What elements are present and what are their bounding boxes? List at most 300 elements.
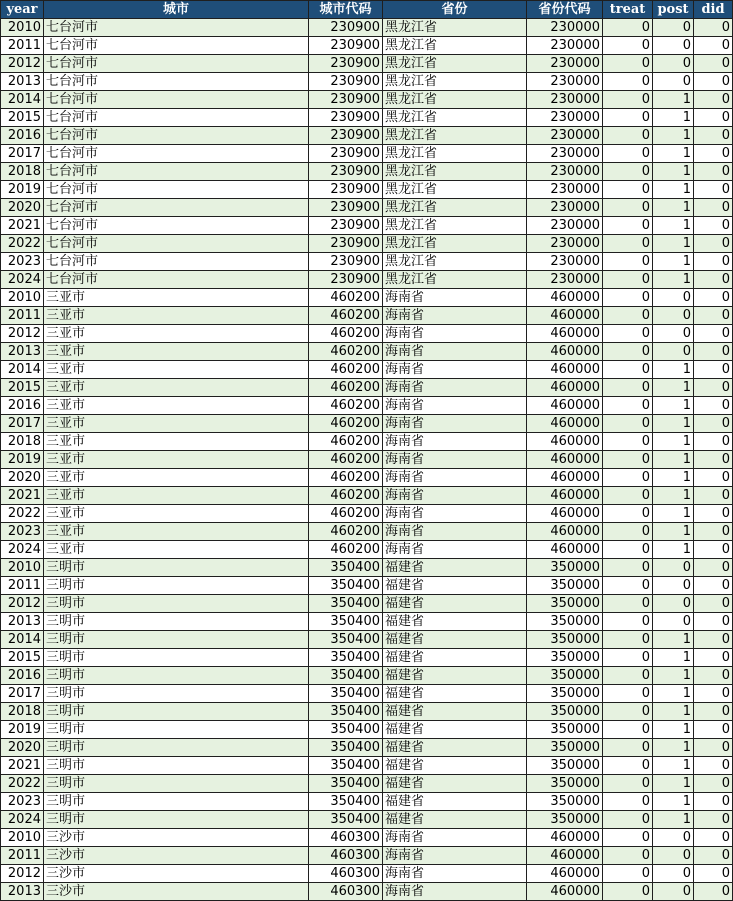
cell-city-code[interactable]: 460200 [309, 523, 383, 541]
cell-province[interactable]: 海南省 [383, 523, 527, 541]
cell-province[interactable]: 黑龙江省 [383, 55, 527, 73]
cell-treat[interactable]: 0 [603, 325, 653, 343]
cell-province[interactable]: 黑龙江省 [383, 37, 527, 55]
cell-year[interactable]: 2024 [1, 541, 44, 559]
cell-province-code[interactable]: 230000 [527, 127, 603, 145]
cell-year[interactable]: 2010 [1, 19, 44, 37]
cell-city-code[interactable]: 230900 [309, 253, 383, 271]
cell-city-code[interactable]: 230900 [309, 181, 383, 199]
cell-year[interactable]: 2016 [1, 127, 44, 145]
cell-province[interactable]: 海南省 [383, 343, 527, 361]
cell-province[interactable]: 海南省 [383, 307, 527, 325]
cell-treat[interactable]: 0 [603, 703, 653, 721]
cell-did[interactable]: 0 [694, 595, 733, 613]
cell-year[interactable]: 2010 [1, 829, 44, 847]
cell-year[interactable]: 2011 [1, 847, 44, 865]
cell-province[interactable]: 黑龙江省 [383, 91, 527, 109]
cell-city[interactable]: 七台河市 [44, 181, 309, 199]
cell-did[interactable]: 0 [694, 451, 733, 469]
cell-province-code[interactable]: 460000 [527, 397, 603, 415]
cell-city[interactable]: 三明市 [44, 703, 309, 721]
cell-post[interactable]: 0 [653, 289, 694, 307]
cell-did[interactable]: 0 [694, 793, 733, 811]
cell-did[interactable]: 0 [694, 73, 733, 91]
cell-city[interactable]: 七台河市 [44, 127, 309, 145]
cell-city[interactable]: 三沙市 [44, 829, 309, 847]
cell-did[interactable]: 0 [694, 379, 733, 397]
column-header-treat[interactable]: treat [603, 1, 653, 19]
cell-city[interactable]: 三沙市 [44, 883, 309, 901]
cell-did[interactable]: 0 [694, 325, 733, 343]
cell-province[interactable]: 黑龙江省 [383, 145, 527, 163]
cell-year[interactable]: 2012 [1, 55, 44, 73]
cell-city[interactable]: 三亚市 [44, 415, 309, 433]
cell-post[interactable]: 1 [653, 469, 694, 487]
cell-post[interactable]: 0 [653, 883, 694, 901]
cell-city-code[interactable]: 350400 [309, 559, 383, 577]
cell-did[interactable]: 0 [694, 55, 733, 73]
cell-treat[interactable]: 0 [603, 505, 653, 523]
cell-treat[interactable]: 0 [603, 793, 653, 811]
cell-city[interactable]: 三亚市 [44, 487, 309, 505]
cell-city[interactable]: 七台河市 [44, 145, 309, 163]
cell-post[interactable]: 1 [653, 631, 694, 649]
cell-city[interactable]: 三亚市 [44, 469, 309, 487]
cell-province[interactable]: 福建省 [383, 775, 527, 793]
cell-treat[interactable]: 0 [603, 667, 653, 685]
cell-post[interactable]: 1 [653, 739, 694, 757]
cell-post[interactable]: 1 [653, 199, 694, 217]
cell-post[interactable]: 0 [653, 595, 694, 613]
cell-city-code[interactable]: 460300 [309, 865, 383, 883]
cell-city[interactable]: 三明市 [44, 793, 309, 811]
cell-year[interactable]: 2019 [1, 721, 44, 739]
cell-city-code[interactable]: 350400 [309, 631, 383, 649]
cell-post[interactable]: 1 [653, 703, 694, 721]
cell-province-code[interactable]: 230000 [527, 271, 603, 289]
cell-did[interactable]: 0 [694, 37, 733, 55]
cell-did[interactable]: 0 [694, 703, 733, 721]
cell-did[interactable]: 0 [694, 181, 733, 199]
cell-city[interactable]: 三亚市 [44, 379, 309, 397]
cell-did[interactable]: 0 [694, 289, 733, 307]
cell-city-code[interactable]: 230900 [309, 19, 383, 37]
cell-province[interactable]: 黑龙江省 [383, 109, 527, 127]
cell-post[interactable]: 0 [653, 325, 694, 343]
cell-city-code[interactable]: 460200 [309, 415, 383, 433]
cell-province-code[interactable]: 460000 [527, 325, 603, 343]
cell-city-code[interactable]: 460200 [309, 505, 383, 523]
cell-province-code[interactable]: 230000 [527, 163, 603, 181]
cell-city-code[interactable]: 230900 [309, 127, 383, 145]
cell-year[interactable]: 2017 [1, 145, 44, 163]
cell-city[interactable]: 三明市 [44, 757, 309, 775]
cell-did[interactable]: 0 [694, 487, 733, 505]
cell-did[interactable]: 0 [694, 163, 733, 181]
cell-treat[interactable]: 0 [603, 559, 653, 577]
cell-city-code[interactable]: 460300 [309, 829, 383, 847]
cell-year[interactable]: 2011 [1, 577, 44, 595]
cell-city-code[interactable]: 460200 [309, 307, 383, 325]
cell-city-code[interactable]: 460200 [309, 433, 383, 451]
cell-province-code[interactable]: 460000 [527, 883, 603, 901]
cell-treat[interactable]: 0 [603, 343, 653, 361]
cell-year[interactable]: 2011 [1, 307, 44, 325]
cell-post[interactable]: 1 [653, 415, 694, 433]
cell-post[interactable]: 1 [653, 379, 694, 397]
cell-treat[interactable]: 0 [603, 271, 653, 289]
cell-province[interactable]: 海南省 [383, 397, 527, 415]
cell-year[interactable]: 2016 [1, 667, 44, 685]
cell-year[interactable]: 2013 [1, 73, 44, 91]
cell-city-code[interactable]: 460200 [309, 487, 383, 505]
cell-city-code[interactable]: 230900 [309, 163, 383, 181]
cell-did[interactable]: 0 [694, 91, 733, 109]
cell-province-code[interactable]: 350000 [527, 757, 603, 775]
cell-post[interactable]: 0 [653, 19, 694, 37]
cell-year[interactable]: 2013 [1, 613, 44, 631]
cell-treat[interactable]: 0 [603, 361, 653, 379]
cell-post[interactable]: 0 [653, 55, 694, 73]
cell-post[interactable]: 0 [653, 613, 694, 631]
cell-post[interactable]: 1 [653, 487, 694, 505]
cell-year[interactable]: 2020 [1, 469, 44, 487]
cell-province-code[interactable]: 350000 [527, 721, 603, 739]
cell-treat[interactable]: 0 [603, 451, 653, 469]
cell-treat[interactable]: 0 [603, 181, 653, 199]
cell-year[interactable]: 2015 [1, 109, 44, 127]
cell-city-code[interactable]: 230900 [309, 55, 383, 73]
cell-year[interactable]: 2018 [1, 433, 44, 451]
cell-did[interactable]: 0 [694, 199, 733, 217]
cell-did[interactable]: 0 [694, 253, 733, 271]
cell-province[interactable]: 黑龙江省 [383, 217, 527, 235]
cell-did[interactable]: 0 [694, 397, 733, 415]
cell-city-code[interactable]: 460200 [309, 397, 383, 415]
cell-post[interactable]: 1 [653, 217, 694, 235]
cell-province[interactable]: 黑龙江省 [383, 163, 527, 181]
cell-province[interactable]: 海南省 [383, 847, 527, 865]
cell-city-code[interactable]: 350400 [309, 577, 383, 595]
cell-year[interactable]: 2012 [1, 865, 44, 883]
column-header-city[interactable]: 城市 [44, 1, 309, 19]
cell-city[interactable]: 七台河市 [44, 37, 309, 55]
cell-year[interactable]: 2013 [1, 343, 44, 361]
cell-province-code[interactable]: 460000 [527, 361, 603, 379]
cell-did[interactable]: 0 [694, 847, 733, 865]
cell-treat[interactable]: 0 [603, 217, 653, 235]
cell-province[interactable]: 海南省 [383, 451, 527, 469]
cell-year[interactable]: 2015 [1, 649, 44, 667]
cell-province-code[interactable]: 460000 [527, 415, 603, 433]
cell-year[interactable]: 2014 [1, 91, 44, 109]
cell-province-code[interactable]: 230000 [527, 37, 603, 55]
cell-city-code[interactable]: 350400 [309, 613, 383, 631]
cell-post[interactable]: 1 [653, 505, 694, 523]
cell-province[interactable]: 海南省 [383, 361, 527, 379]
cell-treat[interactable]: 0 [603, 397, 653, 415]
cell-city[interactable]: 三明市 [44, 559, 309, 577]
cell-city[interactable]: 三明市 [44, 649, 309, 667]
cell-did[interactable]: 0 [694, 433, 733, 451]
cell-city-code[interactable]: 230900 [309, 145, 383, 163]
cell-city-code[interactable]: 350400 [309, 685, 383, 703]
cell-city-code[interactable]: 350400 [309, 739, 383, 757]
cell-province[interactable]: 海南省 [383, 379, 527, 397]
cell-post[interactable]: 1 [653, 181, 694, 199]
cell-province-code[interactable]: 460000 [527, 505, 603, 523]
cell-treat[interactable]: 0 [603, 721, 653, 739]
cell-province[interactable]: 黑龙江省 [383, 253, 527, 271]
cell-province-code[interactable]: 350000 [527, 703, 603, 721]
cell-city[interactable]: 三亚市 [44, 433, 309, 451]
cell-post[interactable]: 1 [653, 253, 694, 271]
cell-did[interactable]: 0 [694, 811, 733, 829]
cell-post[interactable]: 1 [653, 91, 694, 109]
cell-post[interactable]: 1 [653, 775, 694, 793]
cell-did[interactable]: 0 [694, 541, 733, 559]
cell-province-code[interactable]: 350000 [527, 577, 603, 595]
column-header-did[interactable]: did [694, 1, 733, 19]
cell-treat[interactable]: 0 [603, 307, 653, 325]
cell-did[interactable]: 0 [694, 415, 733, 433]
cell-treat[interactable]: 0 [603, 577, 653, 595]
cell-post[interactable]: 1 [653, 649, 694, 667]
cell-year[interactable]: 2020 [1, 739, 44, 757]
cell-province[interactable]: 黑龙江省 [383, 235, 527, 253]
cell-province[interactable]: 福建省 [383, 739, 527, 757]
cell-city-code[interactable]: 230900 [309, 73, 383, 91]
cell-province[interactable]: 福建省 [383, 595, 527, 613]
cell-year[interactable]: 2018 [1, 703, 44, 721]
cell-province[interactable]: 海南省 [383, 415, 527, 433]
cell-province-code[interactable]: 460000 [527, 469, 603, 487]
cell-post[interactable]: 0 [653, 847, 694, 865]
cell-year[interactable]: 2024 [1, 271, 44, 289]
cell-city[interactable]: 三亚市 [44, 361, 309, 379]
cell-did[interactable]: 0 [694, 649, 733, 667]
cell-province[interactable]: 黑龙江省 [383, 73, 527, 91]
cell-city-code[interactable]: 460200 [309, 325, 383, 343]
cell-city-code[interactable]: 350400 [309, 595, 383, 613]
cell-treat[interactable]: 0 [603, 811, 653, 829]
cell-province[interactable]: 福建省 [383, 577, 527, 595]
cell-province[interactable]: 福建省 [383, 811, 527, 829]
cell-treat[interactable]: 0 [603, 847, 653, 865]
cell-province[interactable]: 福建省 [383, 667, 527, 685]
cell-province-code[interactable]: 460000 [527, 829, 603, 847]
cell-treat[interactable]: 0 [603, 757, 653, 775]
cell-year[interactable]: 2014 [1, 631, 44, 649]
cell-treat[interactable]: 0 [603, 469, 653, 487]
cell-post[interactable]: 1 [653, 163, 694, 181]
cell-post[interactable]: 1 [653, 361, 694, 379]
cell-province-code[interactable]: 230000 [527, 73, 603, 91]
cell-did[interactable]: 0 [694, 775, 733, 793]
cell-post[interactable]: 1 [653, 109, 694, 127]
cell-did[interactable]: 0 [694, 559, 733, 577]
cell-province-code[interactable]: 460000 [527, 847, 603, 865]
cell-treat[interactable]: 0 [603, 685, 653, 703]
cell-did[interactable]: 0 [694, 757, 733, 775]
cell-province[interactable]: 海南省 [383, 469, 527, 487]
cell-city-code[interactable]: 230900 [309, 199, 383, 217]
cell-province[interactable]: 海南省 [383, 541, 527, 559]
cell-did[interactable]: 0 [694, 145, 733, 163]
cell-province[interactable]: 福建省 [383, 685, 527, 703]
cell-year[interactable]: 2011 [1, 37, 44, 55]
cell-post[interactable]: 1 [653, 793, 694, 811]
cell-province-code[interactable]: 460000 [527, 523, 603, 541]
cell-province-code[interactable]: 350000 [527, 559, 603, 577]
cell-post[interactable]: 1 [653, 667, 694, 685]
column-header-post[interactable]: post [653, 1, 694, 19]
cell-treat[interactable]: 0 [603, 649, 653, 667]
cell-post[interactable]: 0 [653, 307, 694, 325]
cell-post[interactable]: 0 [653, 829, 694, 847]
cell-province-code[interactable]: 230000 [527, 217, 603, 235]
cell-post[interactable]: 0 [653, 73, 694, 91]
cell-city[interactable]: 三亚市 [44, 343, 309, 361]
cell-did[interactable]: 0 [694, 271, 733, 289]
cell-city[interactable]: 三明市 [44, 811, 309, 829]
cell-year[interactable]: 2010 [1, 559, 44, 577]
cell-year[interactable]: 2023 [1, 793, 44, 811]
cell-city[interactable]: 三明市 [44, 721, 309, 739]
cell-city[interactable]: 七台河市 [44, 55, 309, 73]
cell-province-code[interactable]: 230000 [527, 253, 603, 271]
cell-city[interactable]: 七台河市 [44, 109, 309, 127]
cell-post[interactable]: 1 [653, 523, 694, 541]
cell-post[interactable]: 0 [653, 343, 694, 361]
cell-post[interactable]: 1 [653, 433, 694, 451]
cell-treat[interactable]: 0 [603, 199, 653, 217]
cell-city[interactable]: 七台河市 [44, 253, 309, 271]
cell-treat[interactable]: 0 [603, 487, 653, 505]
cell-city[interactable]: 七台河市 [44, 19, 309, 37]
cell-treat[interactable]: 0 [603, 595, 653, 613]
cell-treat[interactable]: 0 [603, 739, 653, 757]
cell-province-code[interactable]: 350000 [527, 613, 603, 631]
cell-treat[interactable]: 0 [603, 37, 653, 55]
cell-city[interactable]: 三明市 [44, 577, 309, 595]
cell-province[interactable]: 海南省 [383, 505, 527, 523]
cell-province-code[interactable]: 230000 [527, 199, 603, 217]
cell-city-code[interactable]: 230900 [309, 109, 383, 127]
cell-year[interactable]: 2024 [1, 811, 44, 829]
cell-province-code[interactable]: 460000 [527, 307, 603, 325]
cell-did[interactable]: 0 [694, 469, 733, 487]
cell-year[interactable]: 2020 [1, 199, 44, 217]
cell-treat[interactable]: 0 [603, 631, 653, 649]
cell-province-code[interactable]: 350000 [527, 631, 603, 649]
cell-province[interactable]: 海南省 [383, 487, 527, 505]
cell-province[interactable]: 黑龙江省 [383, 271, 527, 289]
cell-post[interactable]: 1 [653, 145, 694, 163]
cell-province[interactable]: 黑龙江省 [383, 181, 527, 199]
cell-post[interactable]: 0 [653, 865, 694, 883]
cell-year[interactable]: 2021 [1, 217, 44, 235]
cell-province[interactable]: 福建省 [383, 649, 527, 667]
cell-province-code[interactable]: 350000 [527, 649, 603, 667]
cell-province-code[interactable]: 460000 [527, 451, 603, 469]
cell-city[interactable]: 七台河市 [44, 73, 309, 91]
cell-province-code[interactable]: 230000 [527, 55, 603, 73]
cell-province-code[interactable]: 460000 [527, 379, 603, 397]
cell-city[interactable]: 七台河市 [44, 235, 309, 253]
cell-post[interactable]: 1 [653, 127, 694, 145]
cell-province-code[interactable]: 350000 [527, 595, 603, 613]
cell-treat[interactable]: 0 [603, 73, 653, 91]
cell-year[interactable]: 2015 [1, 379, 44, 397]
cell-year[interactable]: 2017 [1, 685, 44, 703]
cell-city-code[interactable]: 460200 [309, 361, 383, 379]
cell-treat[interactable]: 0 [603, 613, 653, 631]
cell-city-code[interactable]: 460200 [309, 451, 383, 469]
cell-city-code[interactable]: 350400 [309, 793, 383, 811]
cell-year[interactable]: 2013 [1, 883, 44, 901]
cell-year[interactable]: 2012 [1, 595, 44, 613]
cell-treat[interactable]: 0 [603, 235, 653, 253]
cell-did[interactable]: 0 [694, 577, 733, 595]
cell-post[interactable]: 0 [653, 577, 694, 595]
cell-city-code[interactable]: 230900 [309, 235, 383, 253]
cell-city-code[interactable]: 460200 [309, 343, 383, 361]
cell-city-code[interactable]: 460200 [309, 379, 383, 397]
cell-city[interactable]: 三亚市 [44, 325, 309, 343]
cell-post[interactable]: 1 [653, 397, 694, 415]
cell-city-code[interactable]: 460200 [309, 469, 383, 487]
cell-city-code[interactable]: 350400 [309, 703, 383, 721]
cell-province-code[interactable]: 460000 [527, 541, 603, 559]
cell-post[interactable]: 1 [653, 235, 694, 253]
cell-year[interactable]: 2023 [1, 253, 44, 271]
cell-city-code[interactable]: 350400 [309, 757, 383, 775]
cell-city[interactable]: 三亚市 [44, 451, 309, 469]
cell-province-code[interactable]: 230000 [527, 19, 603, 37]
cell-province-code[interactable]: 350000 [527, 685, 603, 703]
cell-did[interactable]: 0 [694, 721, 733, 739]
cell-city[interactable]: 三沙市 [44, 847, 309, 865]
cell-post[interactable]: 1 [653, 811, 694, 829]
cell-city[interactable]: 三亚市 [44, 289, 309, 307]
cell-year[interactable]: 2019 [1, 451, 44, 469]
cell-year[interactable]: 2021 [1, 757, 44, 775]
cell-province-code[interactable]: 230000 [527, 109, 603, 127]
cell-treat[interactable]: 0 [603, 127, 653, 145]
cell-province[interactable]: 福建省 [383, 793, 527, 811]
cell-city[interactable]: 三亚市 [44, 307, 309, 325]
cell-city[interactable]: 七台河市 [44, 199, 309, 217]
cell-city-code[interactable]: 460200 [309, 541, 383, 559]
cell-did[interactable]: 0 [694, 523, 733, 541]
cell-city-code[interactable]: 230900 [309, 91, 383, 109]
cell-city[interactable]: 三明市 [44, 685, 309, 703]
cell-post[interactable]: 1 [653, 685, 694, 703]
cell-province-code[interactable]: 230000 [527, 181, 603, 199]
cell-province[interactable]: 福建省 [383, 757, 527, 775]
cell-treat[interactable]: 0 [603, 55, 653, 73]
cell-post[interactable]: 1 [653, 757, 694, 775]
cell-province[interactable]: 海南省 [383, 865, 527, 883]
cell-city-code[interactable]: 350400 [309, 667, 383, 685]
cell-year[interactable]: 2023 [1, 523, 44, 541]
cell-did[interactable]: 0 [694, 343, 733, 361]
cell-province-code[interactable]: 460000 [527, 433, 603, 451]
cell-province-code[interactable]: 350000 [527, 667, 603, 685]
column-header-city-code[interactable]: 城市代码 [309, 1, 383, 19]
cell-province[interactable]: 海南省 [383, 829, 527, 847]
